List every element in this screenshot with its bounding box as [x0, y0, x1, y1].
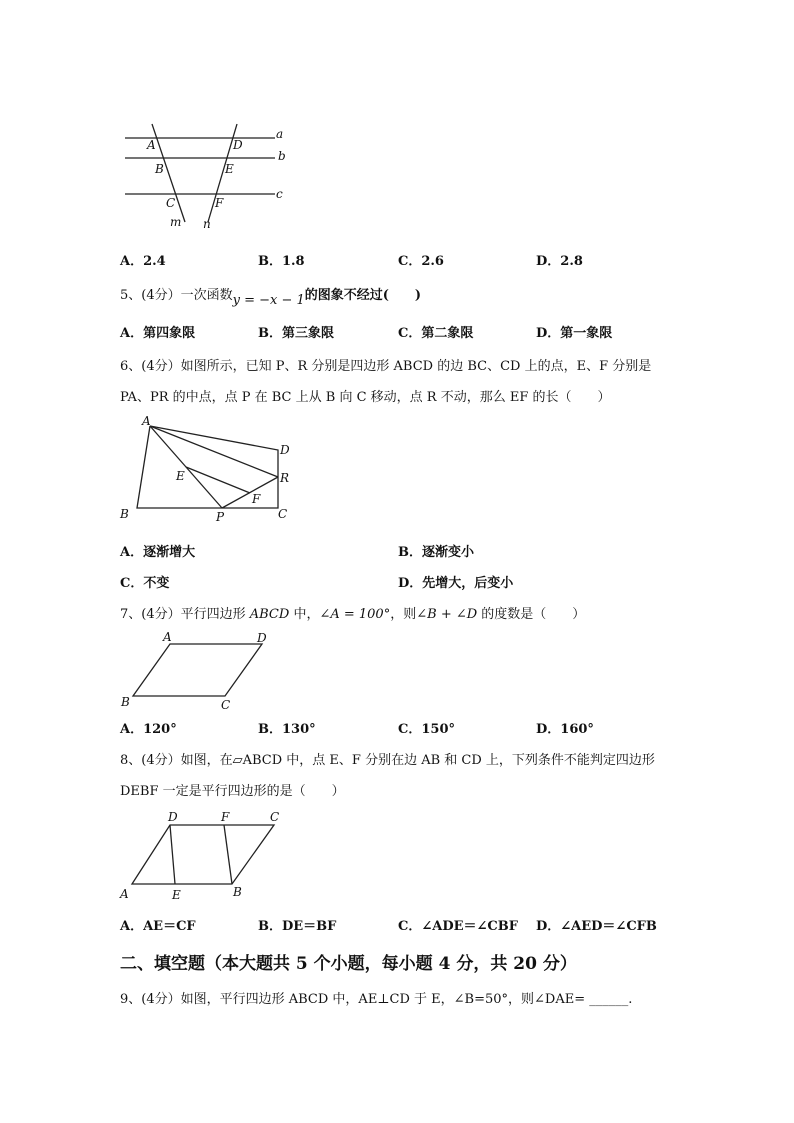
- label-F: F: [215, 196, 224, 210]
- section-2-heading: 二、填空题（本大题共 5 个小题，每小题 4 分，共 20 分）: [120, 954, 577, 974]
- q7-option-a: A．120°: [120, 722, 177, 737]
- q8-option-c: C．∠ADE＝∠CBF: [398, 919, 518, 934]
- label-E: E: [176, 469, 185, 483]
- q6-figure: [110, 410, 310, 530]
- label-n: n: [203, 217, 211, 231]
- q7-name: ABCD: [249, 607, 290, 622]
- label-R: R: [280, 471, 290, 485]
- q7-suffix: 的度数是（ ）: [477, 607, 586, 622]
- q4-option-c: C．2.6: [398, 254, 444, 269]
- parallelogram-abcd: [132, 825, 274, 884]
- label-B: B: [120, 507, 129, 521]
- q7-question: [120, 603, 585, 622]
- q6-option-b: B．逐渐变小: [398, 545, 474, 560]
- segment-ar: [150, 426, 278, 477]
- label-a: a: [276, 127, 284, 141]
- q8-line-2: DEBF 一定是平行四边形的是（ ）: [120, 784, 345, 799]
- q7-prefix: 7、(4分）平行四边形: [120, 607, 250, 622]
- q4-figure: [115, 118, 305, 236]
- segment-fb: [224, 825, 232, 884]
- q8-option-d: D．∠AED＝∠CFB: [536, 919, 657, 934]
- label-D: D: [280, 443, 290, 457]
- label-P: P: [216, 510, 225, 524]
- q7-option-b: B．130°: [258, 722, 316, 737]
- q4-option-b: B．1.8: [258, 254, 305, 269]
- label-m: m: [170, 215, 182, 229]
- label-B: B: [155, 162, 164, 176]
- q4-option-a: A．2.4: [120, 254, 166, 269]
- q5-option-d: D．第一象限: [536, 326, 613, 341]
- q5-question: [120, 284, 422, 308]
- q4-option-d: D．2.8: [536, 254, 583, 269]
- q5-option-a: A．第四象限: [120, 326, 196, 341]
- label-C: C: [278, 507, 288, 521]
- q5-suffix: 的图象不经过( ): [304, 288, 422, 303]
- label-C: C: [166, 196, 176, 210]
- q6-line-2: PA、PR 的中点，点 P 在 BC 上从 B 向 C 移动，点 R 不动，那么 EF 的长（ ）: [120, 390, 611, 405]
- label-D: D: [233, 138, 243, 152]
- label-b: b: [278, 149, 286, 163]
- q9-question: 9、(4分）如图，平行四边形 ABCD 中，AE⊥CD 于 E，∠B=50°，则∠DAE= ______.: [120, 992, 633, 1007]
- label-A: A: [147, 138, 156, 152]
- q6-option-c: C．不变: [120, 576, 170, 591]
- label-E: E: [225, 162, 234, 176]
- label-B: B: [233, 885, 242, 899]
- q7-middle2: ，则: [390, 607, 417, 622]
- q7-condition: ∠A = 100°: [319, 607, 391, 622]
- label-A: A: [142, 414, 151, 428]
- label-C: C: [221, 698, 231, 712]
- q7-expression: ∠B + ∠D: [416, 607, 478, 622]
- q6-option-a: A．逐渐增大: [120, 545, 196, 560]
- label-F: F: [221, 810, 230, 824]
- q8-line-1: 8、(4分）如图，在▱ABCD 中，点 E、F 分别在边 AB 和 CD 上，下列条件不能判定四边形: [120, 753, 655, 768]
- segment-de: [170, 825, 175, 884]
- q7-figure: [115, 628, 280, 714]
- q5-formula: y = −x − 1: [232, 293, 305, 308]
- label-C: C: [270, 810, 280, 824]
- q6-option-d: D．先增大，后变小: [398, 576, 514, 591]
- label-c: c: [276, 187, 283, 201]
- q7-option-d: D．160°: [536, 722, 594, 737]
- label-D: D: [257, 631, 267, 645]
- q5-option-b: B．第三象限: [258, 326, 334, 341]
- q5-option-c: C．第二象限: [398, 326, 474, 341]
- q8-option-b: B．DE＝BF: [258, 919, 337, 934]
- q6-line-1: 6、(4分）如图所示，已知 P、R 分别是四边形 ABCD 的边 BC、CD 上的点，E、F 分别是: [120, 359, 652, 374]
- label-F: F: [252, 492, 261, 506]
- label-B: B: [121, 695, 130, 709]
- q8-option-a: A．AE＝CF: [120, 919, 196, 934]
- q5-prefix: 5、(4分）一次函数: [120, 288, 233, 303]
- label-E: E: [172, 888, 181, 902]
- segment-ef: [186, 467, 250, 493]
- q7-middle: 中，: [289, 607, 320, 622]
- label-D: D: [168, 810, 178, 824]
- label-A: A: [120, 887, 129, 901]
- label-A: A: [163, 630, 172, 644]
- q7-option-c: C．150°: [398, 722, 455, 737]
- parallelogram-abcd: [133, 644, 262, 696]
- q8-figure: [112, 806, 292, 904]
